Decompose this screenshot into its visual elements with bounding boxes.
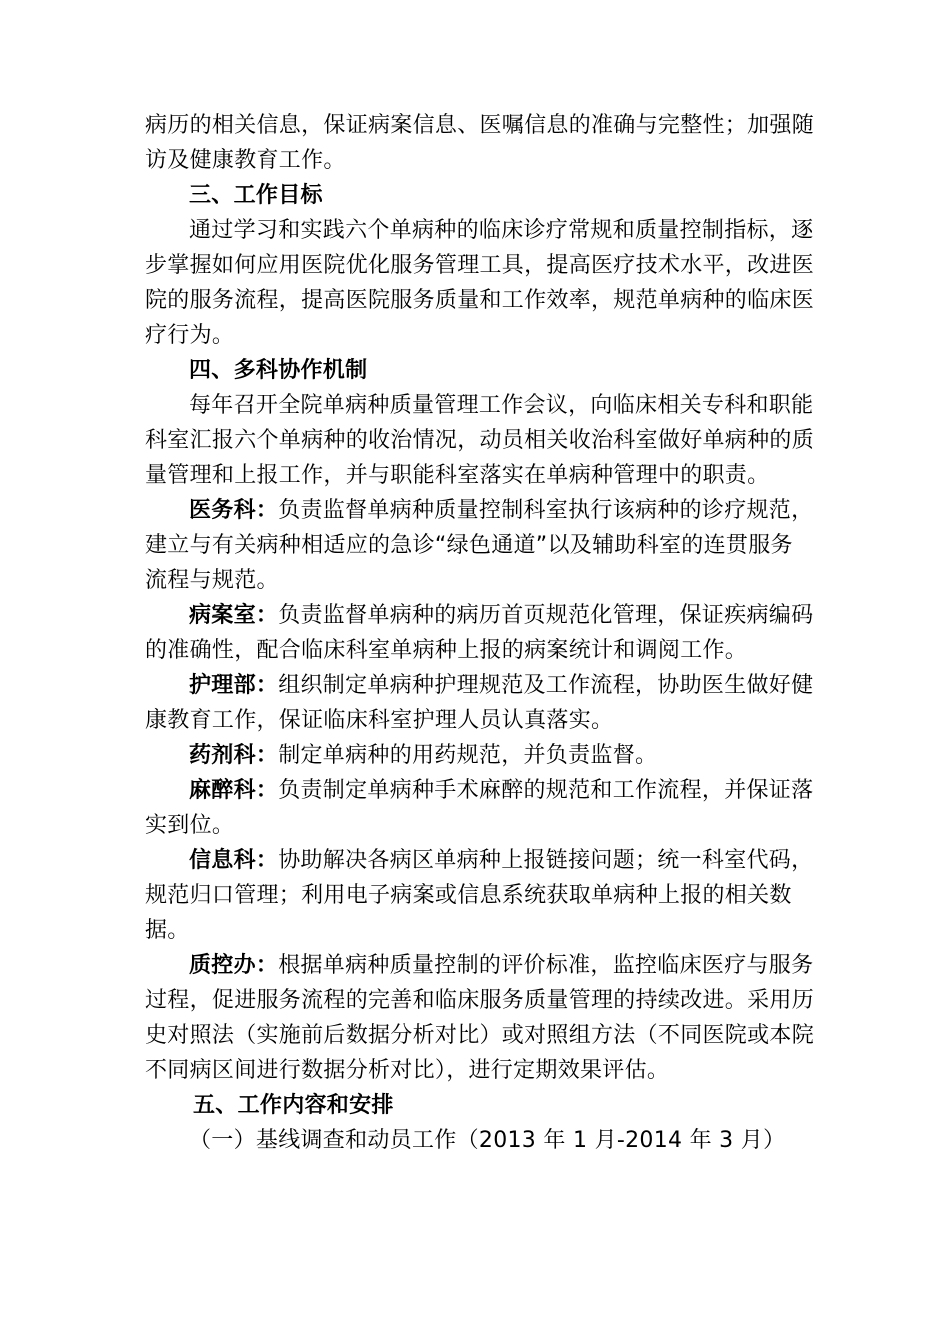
- paragraph-line: 科室汇报六个单病种的收治情况，动员相关收治科室做好单病种的质: [145, 428, 815, 453]
- paragraph-line: 量管理和上报工作，并与职能科室落实在单病种管理中的职责。: [145, 463, 770, 488]
- section-heading-goals: 三、工作目标: [189, 183, 323, 208]
- dept-label-medical-records: 病案室：: [189, 603, 279, 628]
- paragraph-line: 每年召开全院单病种质量管理工作会议，向临床相关专科和职能: [189, 393, 814, 418]
- paragraph-line: [145, 738, 810, 773]
- paragraph-line: 疗行为。: [145, 323, 235, 348]
- paragraph-line: 建立与有关病种相适应的急诊“绿色通道”以及辅助科室的连贯服务: [145, 533, 793, 558]
- section-heading-work-content: 五、工作内容和安排: [193, 1093, 394, 1118]
- paragraph-line: 不同病区间进行数据分析对比），进行定期效果评估。: [145, 1058, 670, 1083]
- paragraph-line: 通过学习和实践六个单病种的临床诊疗常规和质量控制指标，逐: [189, 218, 814, 243]
- dept-label-nursing: 护理部：: [189, 673, 279, 698]
- dept-duty-text: 组织制定单病种护理规范及工作流程，协助医生做好健: [278, 673, 814, 698]
- dept-duty-text: 协助解决各病区单病种上报链接问题；统一科室代码，: [278, 848, 814, 873]
- paragraph-line: 步掌握如何应用医院优化服务管理工具，提高医疗技术水平，改进医: [145, 253, 815, 278]
- paragraph-line: 流程与规范。: [145, 568, 279, 593]
- dept-duty-text: 负责监督单病种质量控制科室执行该病种的诊疗规范，: [278, 498, 814, 523]
- section-heading-collaboration: 四、多科协作机制: [189, 358, 368, 383]
- paragraph-line: [145, 598, 814, 633]
- paragraph-line: [145, 773, 814, 808]
- paragraph-line: 过程，促进服务流程的完善和临床服务质量管理的持续改进。采用历: [145, 988, 815, 1013]
- paragraph-line: 病历的相关信息，保证病案信息、医嘱信息的准确与完整性；加强随: [145, 113, 815, 138]
- dept-label-quality-control: 质控办：: [189, 953, 279, 978]
- document-page: [145, 108, 815, 1158]
- paragraph-line: [145, 493, 814, 528]
- paragraph-line: 史对照法（实施前后数据分析对比）或对照组方法（不同医院或本院: [145, 1023, 815, 1048]
- paragraph-line: 据。: [145, 918, 190, 943]
- subsection-heading: （一）基线调查和动员工作（2013 年 1 月-2014 年 3 月）: [189, 1128, 786, 1153]
- paragraph-line: 访及健康教育工作。: [145, 148, 346, 173]
- dept-label-pharmacy: 药剂科：: [189, 743, 279, 768]
- dept-label-anesthesia: 麻醉科：: [189, 778, 279, 803]
- paragraph-line: 的准确性，配合临床科室单病种上报的病案统计和调阅工作。: [145, 638, 748, 663]
- paragraph-line: [145, 948, 814, 983]
- dept-label-information: 信息科：: [189, 848, 279, 873]
- paragraph-line: 康教育工作，保证临床科室护理人员认真落实。: [145, 708, 614, 733]
- paragraph-line: [145, 668, 814, 703]
- dept-duty-text: 负责监督单病种的病历首页规范化管理，保证疾病编码: [278, 603, 814, 628]
- paragraph-line: [145, 843, 814, 878]
- dept-duty-text: 负责制定单病种手术麻醉的规范和工作流程，并保证落: [278, 778, 814, 803]
- dept-duty-text: 根据单病种质量控制的评价标准，监控临床医疗与服务: [278, 953, 814, 978]
- paragraph-line: 实到位。: [145, 813, 235, 838]
- paragraph-line: 规范归口管理；利用电子病案或信息系统获取单病种上报的相关数: [145, 883, 792, 908]
- dept-duty-text: 制定单病种的用药规范，并负责监督。: [278, 743, 658, 768]
- dept-label-medical-affairs: 医务科：: [189, 498, 279, 523]
- paragraph-line: 院的服务流程，提高医院服务质量和工作效率，规范单病种的临床医: [145, 288, 815, 313]
